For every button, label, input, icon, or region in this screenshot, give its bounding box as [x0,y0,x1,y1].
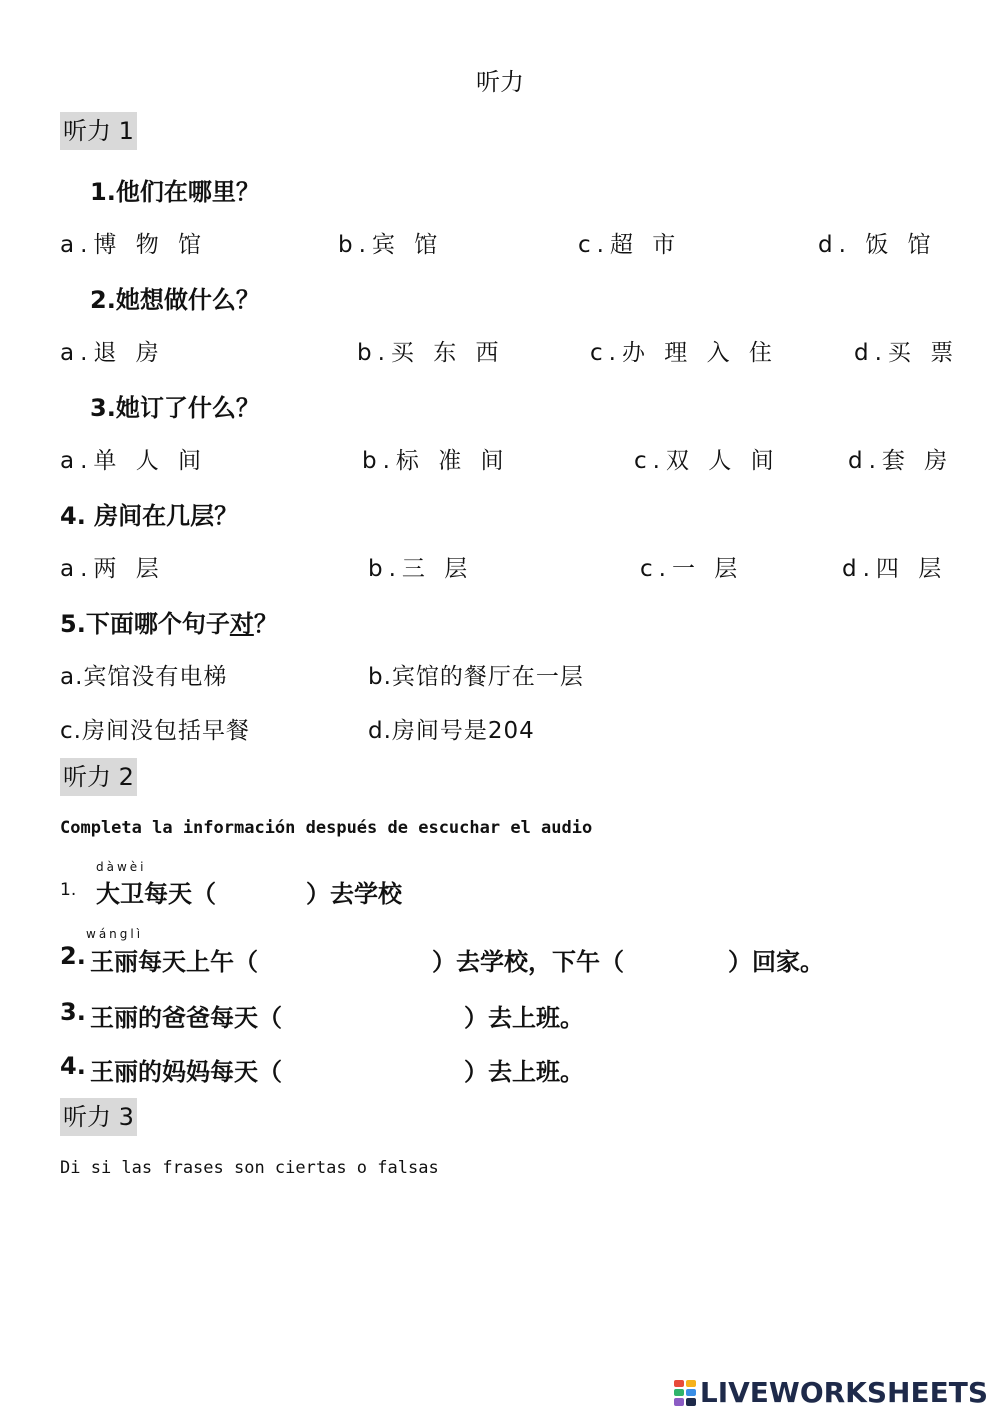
section-1-heading: 听力 1 [60,112,137,150]
item-number: 4. [60,1052,86,1080]
q2-option-b[interactable]: b.买 东 西 [357,340,505,366]
item-number: 3. [60,998,86,1026]
q5-option-a[interactable]: a.宾馆没有电梯 [60,664,228,690]
question-text: 下面哪个句子 [85,610,230,638]
q3-option-a[interactable]: a.单 人 间 [60,448,208,474]
fill-item-2-part-c: ）回家。 [728,948,824,976]
pinyin-annotation: dàwèi [96,860,147,874]
section-2-heading: 听力 2 [60,758,137,796]
question-text: 房间在几层？ [85,502,239,530]
fill-item-1-part-b: ）去学校 [306,880,402,908]
question-5 [60,604,278,639]
question-1 [90,172,260,207]
question-number: 4. [60,502,86,530]
fill-item-2-part-a: 王丽每天上午（ [90,948,258,976]
question-4 [60,496,238,531]
q4-option-d[interactable]: d.四 层 [842,556,948,582]
question-text: 他们在哪里？ [115,178,260,206]
q5-option-b[interactable]: b.宾馆的餐厅在一层 [368,664,584,690]
fill-item-4-part-b: ）去上班。 [464,1058,584,1086]
q1-option-b[interactable]: b.宾 馆 [338,232,444,258]
underlined-word: 对 [229,610,254,638]
q5-option-c[interactable]: c.房间没包括早餐 [60,718,250,744]
logo-mark-icon [674,1380,696,1406]
question-text: 她订了什么？ [115,394,260,422]
fill-item-1-part-a: 大卫每天（ [96,880,216,908]
question-text-end: ？ [253,610,278,638]
question-number: 3. [90,394,116,422]
question-number: 1. [90,178,116,206]
fill-item-3-part-a: 王丽的爸爸每天（ [90,1004,282,1032]
question-text: 她想做什么？ [115,286,260,314]
q2-option-d[interactable]: d.买 票 [854,340,960,366]
q4-option-c[interactable]: c.一 层 [640,556,744,582]
question-2 [90,280,260,315]
q2-option-a[interactable]: a.退 房 [60,340,165,366]
item-number: 2. [60,942,86,970]
page-title: 听力 [476,68,524,96]
section-3-instruction: Di si las frases son ciertas o falsas [60,1158,439,1178]
q3-option-c[interactable]: c.双 人 间 [634,448,780,474]
liveworksheets-logo[interactable] [674,1376,988,1409]
q1-option-c[interactable]: c.超 市 [578,232,682,258]
question-3 [90,388,260,423]
pinyin-annotation: wánglì [86,927,144,941]
q3-option-d[interactable]: d.套 房 [848,448,954,474]
section-2-instruction: Completa la información después de escuchar el audio [60,818,593,838]
section-3-heading: 听力 3 [60,1098,137,1136]
q1-option-d[interactable]: d. 饭 馆 [818,232,937,258]
question-number: 2. [90,286,116,314]
q3-option-b[interactable]: b.标 准 间 [362,448,510,474]
q1-option-a[interactable]: a.博 物 馆 [60,232,208,258]
question-number: 5. [60,610,86,638]
item-number: 1. [60,880,77,900]
q2-option-c[interactable]: c.办 理 入 住 [590,340,778,366]
q5-option-d[interactable]: d.房间号是204 [368,718,535,744]
q4-option-b[interactable]: b.三 层 [368,556,474,582]
logo-text: LIVEWORKSHEETS [699,1376,988,1409]
fill-item-2-part-b: ）去学校，下午（ [432,948,624,976]
fill-item-3-part-b: ）去上班。 [464,1004,584,1032]
q4-option-a[interactable]: a.两 层 [60,556,165,582]
fill-item-4-part-a: 王丽的妈妈每天（ [90,1058,282,1086]
